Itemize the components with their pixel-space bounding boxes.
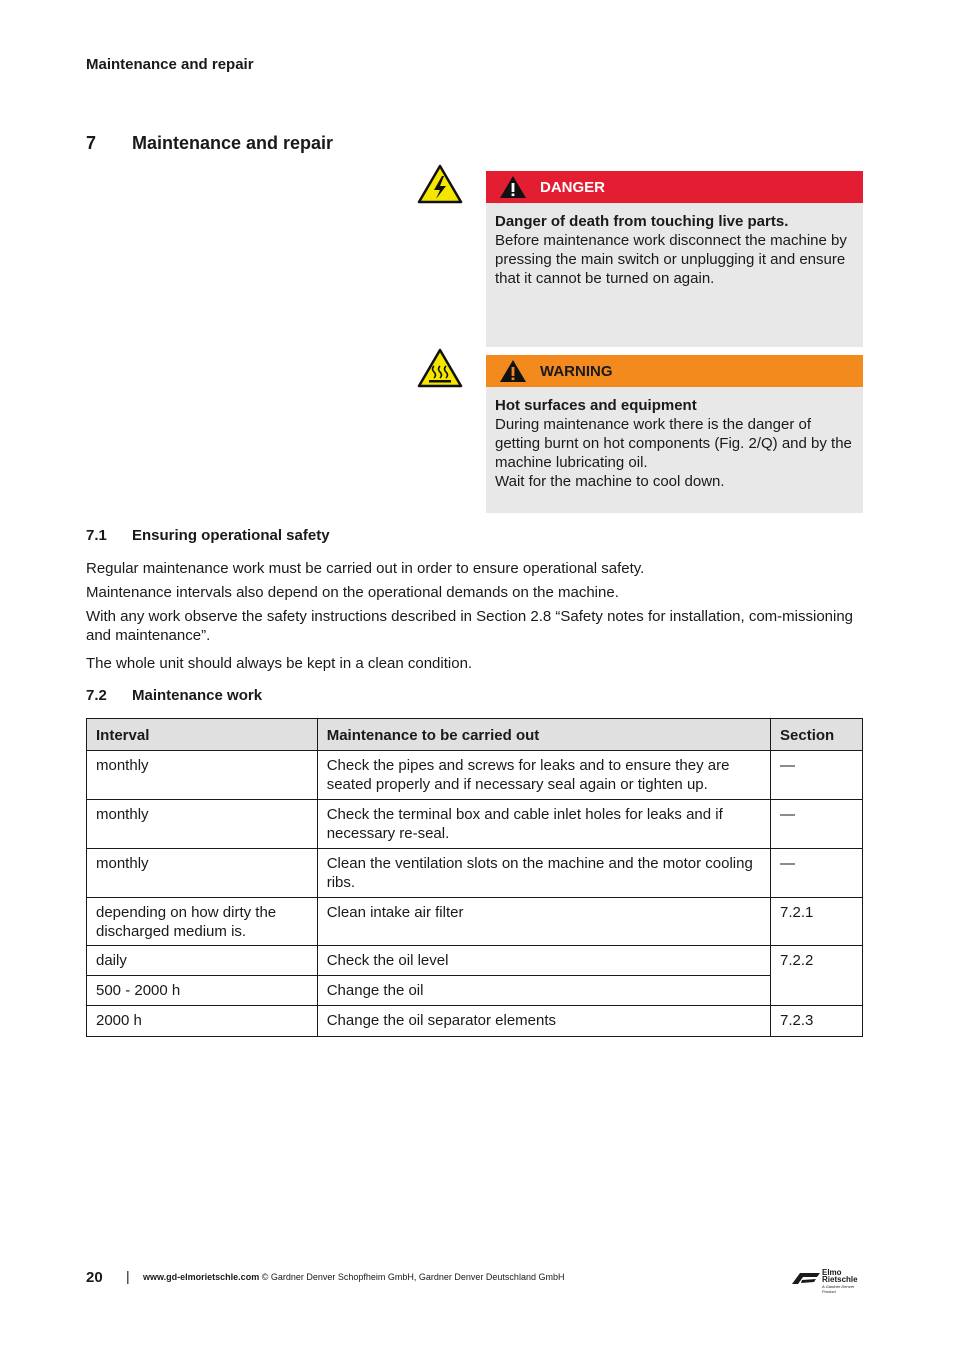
table-row — [87, 751, 863, 800]
table-row — [87, 898, 863, 946]
maintenance-table — [86, 718, 863, 1037]
exclamation-icon — [486, 359, 540, 383]
page-number: 20 — [86, 1269, 103, 1286]
cell-section: — — [771, 751, 863, 800]
cell-maintenance: Check the pipes and screws for leaks and to ensure they are seated properly and if necessary seal again or tighten up. — [317, 751, 770, 800]
paragraph: Maintenance intervals also depend on the operational demands on the machine. — [86, 584, 619, 601]
section-number: 7.2 — [86, 687, 107, 704]
page-footer — [86, 1268, 864, 1294]
cell-interval: depending on how dirty the discharged medium is. — [87, 898, 318, 946]
table-row — [87, 1006, 863, 1037]
warning-label: WARNING — [540, 362, 613, 380]
cell-section: 7.2.3 — [771, 1006, 863, 1037]
column-header-interval: Interval — [87, 719, 318, 751]
elmo-rietschle-logo — [790, 1268, 864, 1294]
logo-line-2: Rietschle — [822, 1275, 858, 1284]
hot-surface-icon — [417, 348, 463, 388]
cell-interval: 2000 h — [87, 1006, 318, 1037]
paragraph: Regular maintenance work must be carried out in order to ensure operational safety. — [86, 560, 645, 577]
cell-interval: monthly — [87, 751, 318, 800]
logo-line-1: Elmo — [822, 1268, 842, 1277]
warning-notice — [486, 355, 863, 513]
paragraph: The whole unit should always be kept in a clean condition. — [86, 655, 473, 672]
cell-interval: daily — [87, 946, 318, 976]
section-heading-7-1 — [86, 527, 330, 544]
section-heading-7-2 — [86, 687, 262, 704]
danger-lead: Danger of death from touching live parts. — [495, 213, 789, 230]
table-header-row — [87, 719, 863, 751]
cell-maintenance: Clean intake air filter — [317, 898, 770, 946]
footer-copyright-text: © Gardner Denver Schopfheim GmbH, Gardner Denver Deutschland GmbH — [259, 1272, 565, 1282]
danger-bar — [486, 171, 863, 203]
running-header: Maintenance and repair — [86, 56, 254, 73]
table-row — [87, 946, 863, 976]
high-voltage-icon — [417, 164, 463, 204]
warning-text-2: Wait for the machine to cool down. — [495, 473, 725, 490]
cell-maintenance: Check the oil level — [317, 946, 770, 976]
warning-bar — [486, 355, 863, 387]
cell-maintenance: Check the terminal box and cable inlet holes for leaks and if necessary re-seal. — [317, 800, 770, 849]
section-title: Maintenance work — [132, 687, 263, 704]
cell-interval: monthly — [87, 800, 318, 849]
column-header-section: Section — [771, 719, 863, 751]
chapter-title: Maintenance and repair — [132, 133, 334, 153]
cell-interval: 500 - 2000 h — [87, 976, 318, 1006]
table-row — [87, 800, 863, 849]
logo-swoosh-icon — [790, 1271, 820, 1285]
table-row — [87, 849, 863, 898]
cell-maintenance: Change the oil — [317, 976, 770, 1006]
column-header-maintenance: Maintenance to be carried out — [317, 719, 770, 751]
cell-section: 7.2.2 — [771, 946, 863, 1006]
chapter-heading — [86, 133, 333, 154]
paragraph: With any work observe the safety instructions described in Section 2.8 “Safety notes for installation, com-missioning and maintenance”. — [86, 608, 854, 644]
cell-section: 7.2.1 — [771, 898, 863, 946]
cell-section: — — [771, 800, 863, 849]
footer-separator: | — [126, 1268, 130, 1284]
cell-maintenance: Clean the ventilation slots on the machine and the motor cooling ribs. — [317, 849, 770, 898]
warning-lead: Hot surfaces and equipment — [495, 397, 697, 414]
table-row — [87, 976, 863, 1006]
footer-copyright — [143, 1272, 564, 1282]
exclamation-icon — [486, 175, 540, 199]
section-title: Ensuring operational safety — [132, 527, 330, 544]
section-number: 7.1 — [86, 527, 107, 544]
danger-notice — [486, 171, 863, 347]
warning-text: During maintenance work there is the danger of getting burnt on hot components (Fig. 2/Q) and by the machine lubricating oil. — [495, 416, 852, 471]
logo-tagline: A Gardner Denver Product — [822, 1284, 855, 1294]
cell-maintenance: Change the oil separator elements — [317, 1006, 770, 1037]
danger-text: Before maintenance work disconnect the machine by pressing the main switch or unplugging it and ensure that it cannot be turned on again. — [495, 232, 847, 287]
danger-label: DANGER — [540, 178, 606, 196]
cell-section: — — [771, 849, 863, 898]
chapter-number: 7 — [86, 133, 97, 153]
cell-interval: monthly — [87, 849, 318, 898]
footer-url[interactable]: www.gd-elmorietschle.com — [143, 1272, 260, 1282]
